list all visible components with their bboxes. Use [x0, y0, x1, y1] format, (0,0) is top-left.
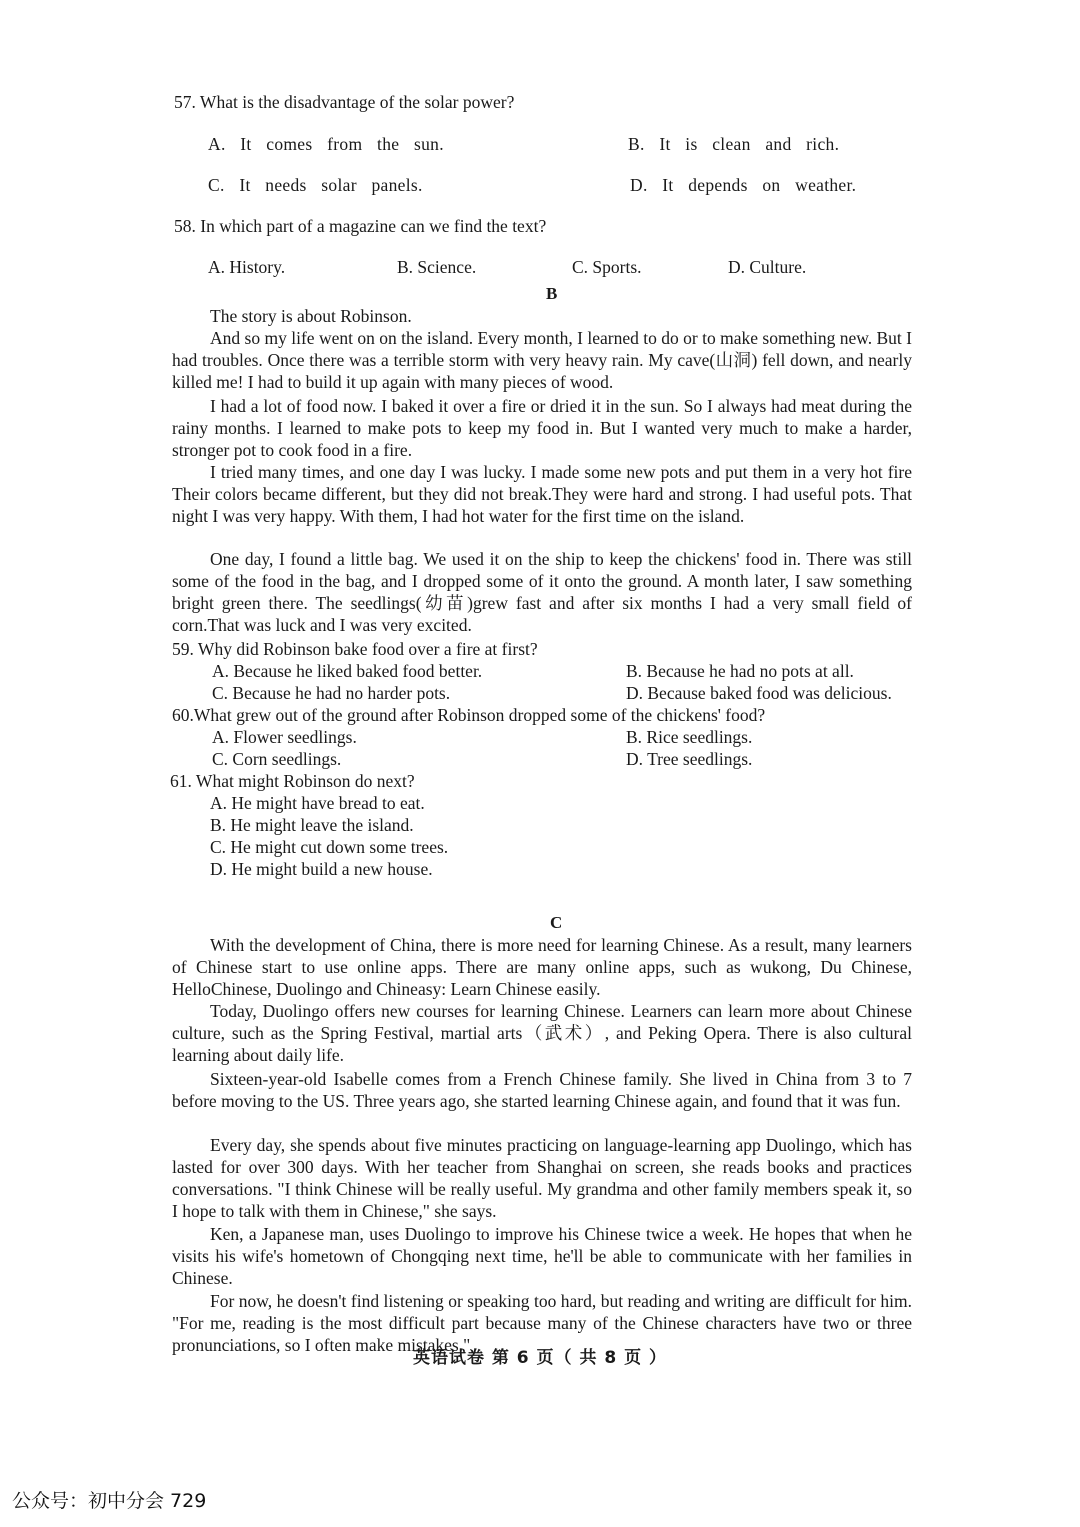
question-59-option-c: C. Because he had no harder pots. — [212, 683, 451, 703]
question-61-option-a: A. He might have bread to eat. — [210, 793, 425, 813]
question-58-stem: 58. In which part of a magazine can we find the text? — [174, 216, 547, 236]
question-57-option-d: D. It depends on weather. — [630, 175, 857, 195]
question-57-stem: 57. What is the disadvantage of the solar power? — [174, 92, 515, 112]
question-58-option-d: D. Culture. — [728, 257, 807, 277]
question-60-option-c: C. Corn seedlings. — [212, 749, 342, 769]
section-b-paragraph-1: The story is about Robinson. — [210, 306, 412, 326]
section-b-paragraph-3: I had a lot of food now. I baked it over a fire or dried it in the sun. So I always had meat during the rainy months. I learned to make pots to keep my food in. But I wanted very much to make a harder, stronger pot to cook food in a fire. — [172, 396, 912, 460]
question-61-option-b: B. He might leave the island. — [210, 815, 414, 835]
section-c-paragraph-5: Ken, a Japanese man, uses Duolingo to improve his Chinese twice a week. He hopes that when he visits his wife's hometown of Chongqing next time, he'll be able to communicate with her families in Chinese. — [172, 1224, 912, 1288]
section-b-paragraph-5: One day, I found a little bag. We used it on the ship to keep the chickens' food in. There was still some of the food in the bag, and I dropped some of it onto the ground. A month later, I saw something bright green there. The seedlings(幼苗)grew fast and after six months I had a very small field of corn.That was luck and I was very excited. — [172, 549, 912, 635]
question-58-option-c: C. Sports. — [572, 257, 642, 277]
watermark-text: 公众号：初中分会 729 — [12, 1490, 207, 1512]
section-c-paragraph-4: Every day, she spends about five minutes practicing on language-learning app Duolingo, which has lasted for over 300 days. With her teacher from Shanghai on screen, she reads books and practices conversations. "I think Chinese will be really useful. My grandma and other family members speak it, so I hope to talk with them in Chinese," she says. — [172, 1135, 912, 1221]
section-b-paragraph-2: And so my life went on on the island. Every month, I learned to do or to make something new. But I had troubles. Once there was a terrible storm with very heavy rain. My cave(山洞) fell down, and nearly killed me! I had to build it up again with many pieces of wood. — [172, 328, 912, 392]
question-59-option-d: D. Because baked food was delicious. — [626, 683, 892, 703]
question-60-option-b: B. Rice seedlings. — [626, 727, 753, 747]
question-61-option-d: D. He might build a new house. — [210, 859, 433, 879]
section-c-paragraph-1: With the development of China, there is more need for learning Chinese. As a result, many learners of Chinese start to use online apps. There are many online apps, such as wukong, Du Chinese, HelloChinese, Duolingo and Chineasy: Learn Chinese easily. — [172, 935, 912, 999]
question-61-option-c: C. He might cut down some trees. — [210, 837, 449, 857]
section-c-paragraph-2: Today, Duolingo offers new courses for learning Chinese. Learners can learn more about Chinese culture, such as the Spring Festival, martial arts（武术）, and Peking Opera. There is also cultural learning about daily life. — [172, 1001, 912, 1065]
question-57-option-a: A. It comes from the sun. — [208, 134, 444, 154]
question-61-stem: 61. What might Robinson do next? — [170, 771, 415, 791]
question-57-option-b: B. It is clean and rich. — [628, 134, 840, 154]
page-footer: 英语试卷 第 6 页（ 共 8 页 ） — [412, 1348, 668, 1368]
question-59-option-a: A. Because he liked baked food better. — [212, 661, 483, 681]
question-60-option-a: A. Flower seedlings. — [212, 727, 357, 747]
question-59-option-b: B. Because he had no pots at all. — [626, 661, 854, 681]
section-c-heading: C — [550, 913, 563, 932]
question-58-option-b: B. Science. — [397, 257, 477, 277]
question-57-option-c: C. It needs solar panels. — [208, 175, 423, 195]
question-60-option-d: D. Tree seedlings. — [626, 749, 753, 769]
question-58-option-a: A. History. — [208, 257, 286, 277]
section-c-paragraph-6: For now, he doesn't find listening or speaking too hard, but reading and writing are difficult for him. "For me, reading is the most difficult part because many of the Chinese characters have two or three pronunciations, so I often make mistakes." — [172, 1291, 912, 1355]
section-b-heading: B — [546, 284, 558, 303]
question-60-stem: 60.What grew out of the ground after Robinson dropped some of the chickens' food? — [172, 705, 766, 725]
section-b-paragraph-4: I tried many times, and one day I was lucky. I made some new pots and put them in a very hot fire Their colors became different, but they did not break.They were hard and strong. I had useful pots. That night I was very happy. With them, I had hot water for the first time on the island. — [172, 462, 912, 526]
question-59-stem: 59. Why did Robinson bake food over a fire at first? — [172, 639, 538, 659]
section-c-paragraph-3: Sixteen-year-old Isabelle comes from a French Chinese family. She lived in China from 3 to 7 before moving to the US. Three years ago, she started learning Chinese again, and found that it was fun. — [172, 1069, 912, 1111]
